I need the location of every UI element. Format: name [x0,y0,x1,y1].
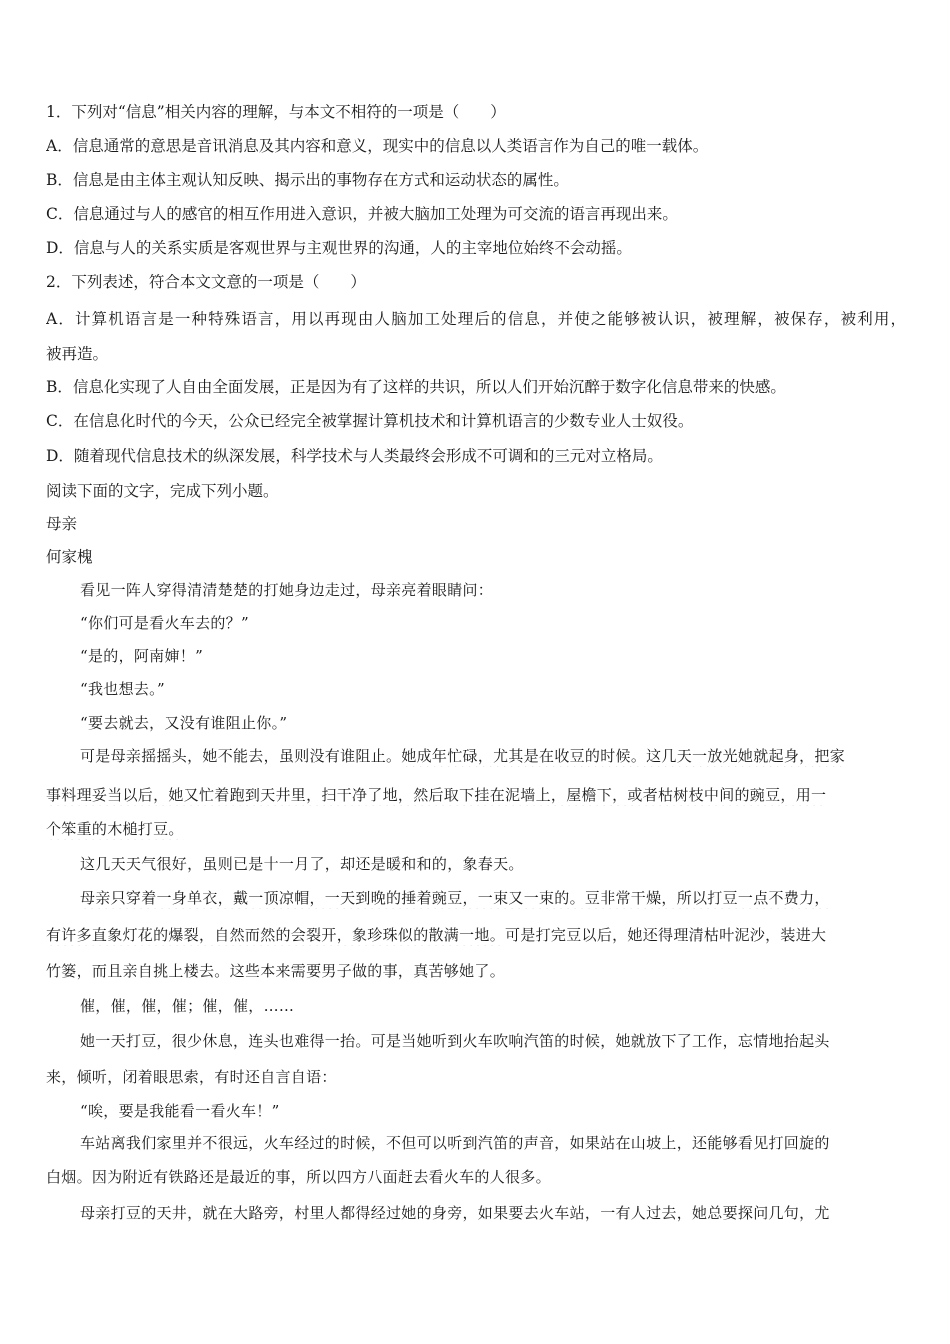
story-text: 来，倾听，闭着眼思索，有时还自言自语： [46,1068,337,1086]
question-2-option-d: D．随着现代信息技术的纵深发展，科学技术与人类最终会形成不可调和的三元对立格局。 [46,447,663,465]
story-text [46,818,906,840]
story-onomatopoeia: 催，催，催，催；催，催，…… [80,997,295,1015]
reading-instruction: 阅读下面的文字，完成下列小题。 [46,482,279,500]
question-1-stem: 1．下列对“信息”相关内容的理解，与本文不相符的一项是（ ） [46,103,506,121]
question-2-option-c: C．在信息化时代的今天，公众已经完全被掌握计算机技术和计算机语言的少数专业人士奴役。 [46,412,694,430]
story-paragraph: 母亲打豆的天井，就在大路旁，村里人都得经过她的身旁，如果要去火车站，一有人过去，她总要探问几句，尤 [80,1204,830,1222]
story-text: 竹篓，而且亲自挑上楼去。这些本来需要男子做的事，真苦够她了。 [46,962,506,980]
story-text: 白烟。因为附近有铁路还是最近的事，所以四方八面赶去看火车的人很多。 [46,1168,551,1186]
story-paragraph: 车站离我们家里并不很远，火车经过的时候，不但可以听到汽笛的声音，如果站在山坡上，还能够看见打回旋的 [80,1134,830,1152]
story-dialogue: “我也想去。” [80,680,165,698]
underlined-passage: 有许多直象灯花的爆裂，自然而然的会裂开，象珍珠似的散满一地。 [46,926,506,944]
question-2-stem: 2．下列表述，符合本文文意的一项是（ ） [46,273,366,291]
story-line: 看见一阵人穿得清清楚楚的打她身边走过，母亲亮着眼睛问： [80,581,494,599]
article-author: 何家槐 [46,548,93,566]
underlined-passage: 她成年忙碌，尤其是在收豆的时候。这几天一放光她就起身，把家 [401,747,846,765]
question-2-option-a-cont: 被再造。 [46,345,109,363]
story-text: 可是母亲摇摇头，她不能去，虽则没有谁阻止。 [80,747,402,765]
question-2-option-b: B．信息化实现了人自由全面发展，正是因为有了这样的共识，所以人们开始沉醉于数字化信息带来的快感。 [46,378,786,396]
question-1-option-d: D．信息与人的关系实质是客观世界与主观世界的沟通，人的主宰地位始终不会动摇。 [46,239,632,257]
question-2-option-a: A．计算机语言是一种特殊语言，用以再现由人脑加工处理后的信息，并使之能够被认识，被理解，被保存，被利用， [46,310,906,328]
underlined-passage: 事料理妥当以后，她又忙着跑到天井里，扫干净了地，然后取下挂在泥墙上，屋檐下，或者枯树枝中间的豌豆，用一 [46,786,827,804]
underlined-passage: 母亲只穿着一身单衣，戴一顶凉帽，一天到晚的捶着豌豆，一束又一束的。豆非常干燥，所以打豆一点不费力， [80,889,830,907]
story-paragraph: 这几天天气很好，虽则已是十一月了，却还是暖和和的，象春天。 [80,855,524,873]
story-paragraph: 她一天打豆，很少休息，连头也难得一抬。可是当她听到火车吹响汽笛的时候，她就放下了工作，忘情地抬起头 [80,1032,830,1050]
question-1-option-c: C．信息通过与人的感官的相互作用进入意识，并被大脑加工处理为可交流的语言再现出来。 [46,205,678,223]
story-paragraph [80,745,906,767]
article-title: 母亲 [46,515,78,533]
story-dialogue: “你们可是看火车去的？” [80,614,249,632]
question-1-option-a: A．信息通常的意思是音讯消息及其内容和意义，现实中的信息以人类语言作为自己的唯一载体。 [46,137,709,155]
story-text [46,924,906,946]
story-text: 可是打完豆以后，她还得理清枯叶泥沙，装进大 [505,926,827,944]
question-1-option-b: B．信息是由主体主观认知反映、揭示出的事物存在方式和运动状态的属性。 [46,171,569,189]
story-dialogue: “要去就去，又没有谁阻止你。” [80,714,288,732]
underlined-passage: 个笨重的木槌打豆。 [46,820,184,838]
story-dialogue: “唉，要是我能看一看火车！” [80,1102,280,1120]
story-dialogue: “是的，阿南婶！” [80,647,204,665]
